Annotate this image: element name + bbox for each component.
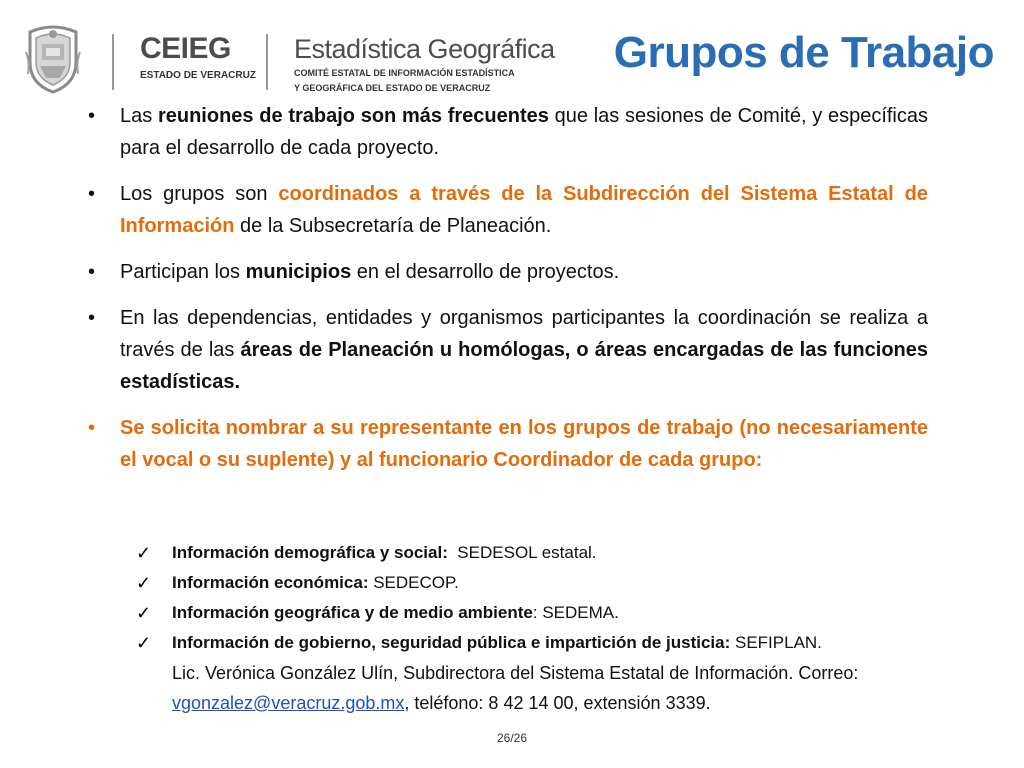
- check-label: Información demográfica y social:: [172, 543, 448, 562]
- bullet-item: [88, 256, 928, 288]
- veracruz-crest-icon: [24, 22, 82, 94]
- check-value: SEDECOP.: [368, 573, 459, 592]
- page-number: 26/26: [496, 731, 528, 745]
- bullet-list: [88, 98, 928, 476]
- contact-line: Lic. Verónica González Ulín, Subdirectora del Sistema Estatal de Información. Correo:: [172, 663, 859, 683]
- bullet-text: [120, 178, 928, 242]
- checklist-item: [134, 628, 934, 718]
- checklist-item: [134, 568, 934, 598]
- bullet-marker: •: [88, 183, 96, 205]
- text-run: en el desarrollo de proyectos.: [351, 261, 620, 283]
- bold-run: municipios: [245, 261, 352, 283]
- bullet-marker: •: [88, 417, 96, 439]
- contact-phone: , teléfono: 8 42 14 00, extensión 3339.: [404, 693, 711, 713]
- bullet-item: [88, 302, 928, 398]
- bold-run: reuniones de trabajo son más frecuentes: [157, 105, 549, 127]
- ceieg-logo: [140, 34, 256, 81]
- check-value: SEDESOL estatal.: [447, 543, 597, 562]
- contact-email-link[interactable]: vgonzalez@veracruz.gob.mx: [172, 693, 405, 713]
- checkmark-icon: ✓: [136, 603, 152, 623]
- slide-title: Grupos de Trabajo: [613, 28, 994, 77]
- bullet-marker: •: [88, 261, 96, 283]
- logo-divider: [266, 34, 268, 90]
- text-run: En las dependencias, entidades y organismos participantes la coordinación se realiza a través de las: [120, 307, 928, 361]
- bullet-text: [120, 256, 928, 288]
- check-value: : SEDEMA.: [532, 603, 619, 622]
- slide-header: [0, 0, 1024, 100]
- checklist-item: [134, 598, 934, 628]
- checklist: [134, 538, 934, 718]
- bold-run: áreas de Planeación u homólogas, o áreas encargadas de las funciones estadísticas.: [120, 339, 928, 393]
- checkmark-icon: ✓: [136, 633, 152, 653]
- bullet-item: [88, 412, 928, 476]
- bullet-text: Se solicita nombrar a su representante en los grupos de trabajo (no necesariamente el vocal o su suplente) y al funcionario Coordinador de cada grupo:: [120, 417, 928, 471]
- checkmark-icon: ✓: [136, 573, 152, 593]
- text-run: de la Subsecretaría de Planeación.: [234, 215, 552, 237]
- est-logo-subtitle-2: Y GEOGRÁFICA DEL ESTADO DE VERACRUZ: [294, 83, 491, 93]
- est-logo-subtitle-1: COMITÉ ESTATAL DE INFORMACIÓN ESTADÍSTICA: [294, 68, 515, 78]
- check-label: Información de gobierno, seguridad pública e impartición de justicia:: [172, 633, 731, 652]
- ceieg-logo-name: CEIEG: [140, 32, 231, 65]
- logo-divider: [112, 34, 114, 90]
- text-run: Participan los: [120, 261, 246, 283]
- checklist-item: [134, 538, 934, 568]
- orange-bold-run: coordinados a través de la Subdirección del Sistema Estatal de Información: [120, 183, 928, 237]
- check-label: Información geográfica y de medio ambiente: [172, 603, 533, 622]
- contact-email-line: [172, 688, 934, 718]
- bullet-item: [88, 100, 928, 164]
- check-value: SEFIPLAN.: [730, 633, 822, 652]
- bullet-marker: •: [88, 105, 96, 127]
- text-run: Los grupos son: [120, 183, 279, 205]
- estadistica-geografica-logo: [294, 34, 555, 94]
- est-logo-name: Estadística Geográfica: [294, 34, 555, 64]
- text-run: Las: [120, 105, 158, 127]
- bullet-item: [88, 178, 928, 242]
- bullet-text: [120, 302, 928, 398]
- bullet-text: [120, 100, 928, 164]
- check-label: Información económica:: [172, 573, 369, 592]
- ceieg-logo-subtitle: ESTADO DE VERACRUZ: [140, 70, 256, 81]
- checkmark-icon: ✓: [136, 543, 152, 563]
- bullet-marker: •: [88, 307, 96, 329]
- text-run: que las sesiones de Comité, y específicas para el desarrollo de cada proyecto.: [120, 105, 929, 159]
